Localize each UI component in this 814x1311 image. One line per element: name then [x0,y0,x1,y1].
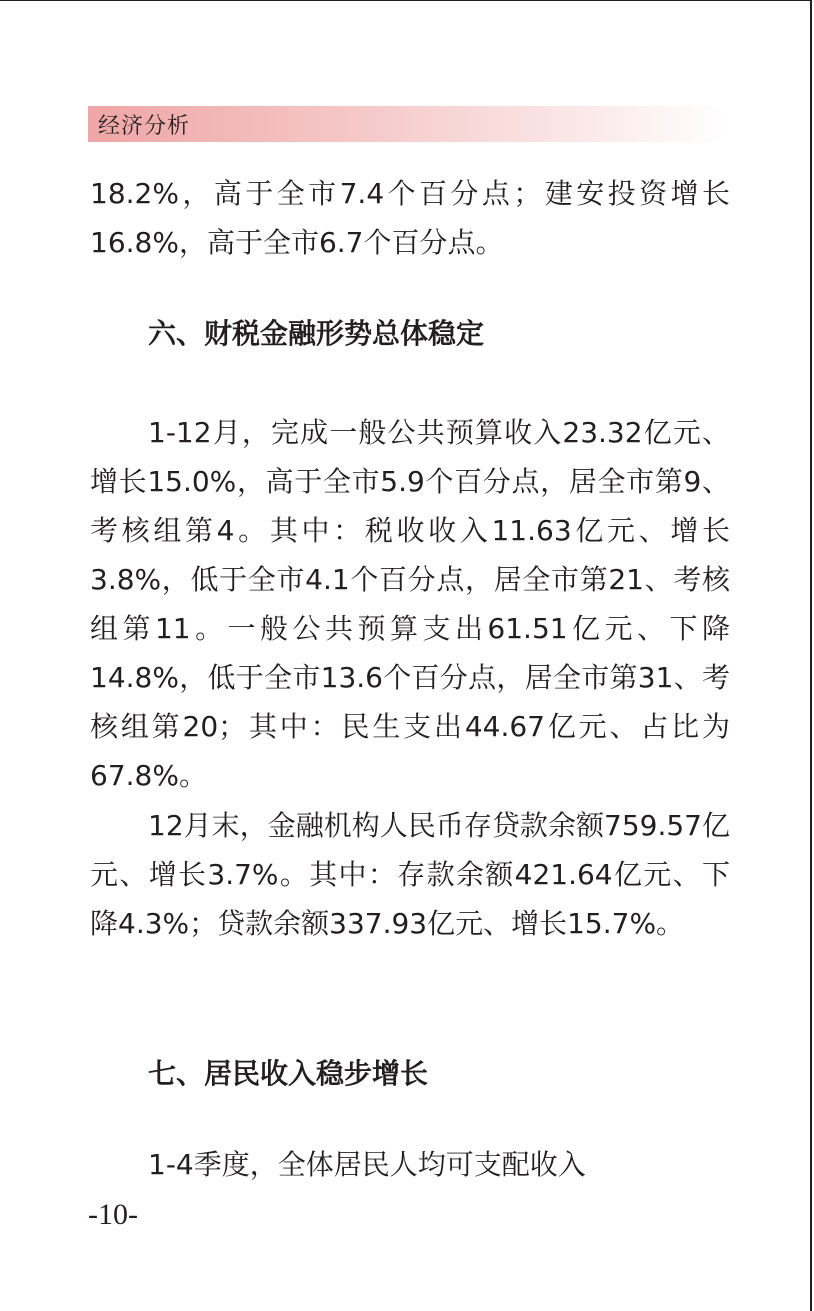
intro-paragraph: 18.2%，高于全市7.4个百分点；建安投资增长16.8%，高于全市6.7个百分点。 [90,177,730,259]
paragraph-income: 1-4季度，全体居民人均可支配收入 [148,1148,586,1181]
paragraph-deposits-loans: 12月末，金融机构人民币存贷款余额759.57亿元、增长3.7%。其中：存款余额421.64亿元、下降4.3%；贷款余额337.93亿元、增长15.7%。 [90,809,730,940]
heading-finance-tax: 六、财税金融形势总体稳定 [148,317,485,350]
section-banner [88,106,728,142]
paragraph-budget: 1-12月，完成一般公共预算收入23.32亿元、增长15.0%，高于全市5.9个百分点，居全市第9、考核组第4。其中：税收收入11.63亿元、增长3.8%，低于全市4.1个百分点，居全市第21、考核组第11。一般公共预算支出61.51亿元、下降14.8%，低于全市13.6个百分点，居全市第31、考核组第20；其中：民生支出44.67亿元、占比为67.8%。 [90,416,730,792]
heading-resident-income: 七、居民收入稳步增长 [148,1057,429,1090]
section-label: 经济分析 [98,113,191,139]
page-right-border [810,0,812,1311]
page-number: -10- [88,1198,138,1231]
page-top-border [0,0,812,1]
